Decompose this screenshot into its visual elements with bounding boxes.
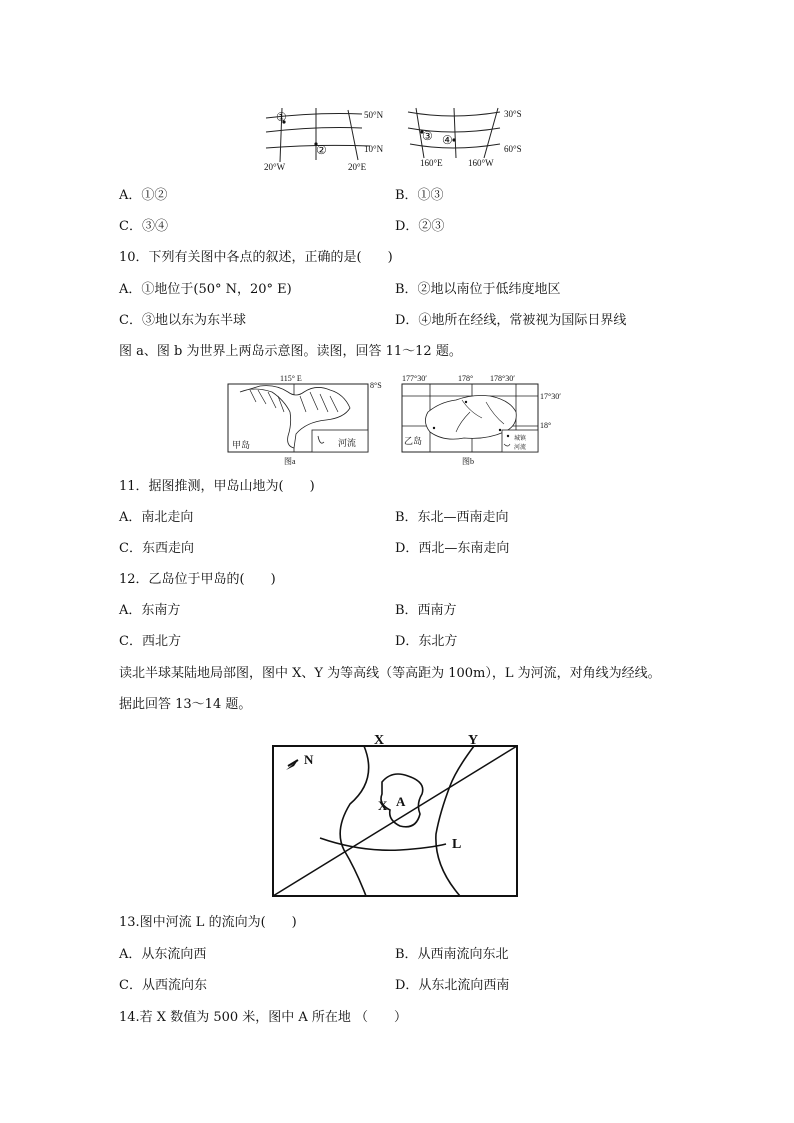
q10-option-b: B．②地以南位于低纬度地区 <box>395 282 561 297</box>
q13-option-a: A．从东流向西 <box>119 947 207 962</box>
circle-4-label: ④ <box>442 133 453 147</box>
q9-option-a: A．①② <box>119 188 168 203</box>
island-jia-label: 甲岛 <box>232 440 251 450</box>
intro-13-14-line1: 读北半球某陆地局部图，图中 X、Y 为等高线（等高距为 100m），L 为河流，对角线为经线。 <box>119 666 661 681</box>
q10-stem: 10．下列有关图中各点的叙述，正确的是( ) <box>119 250 393 265</box>
lat-18-label: 18° <box>540 421 552 430</box>
q10-option-c: C．③地以东为东半球 <box>119 313 246 328</box>
lon-177-30-label: 177°30′ <box>402 374 427 383</box>
river-l-label: L <box>452 837 462 852</box>
q13-option-b: B．从西南流向东北 <box>395 947 509 962</box>
intro-11-12: 图 a、图 b 为世界上两岛示意图。读图，回答 11～12 题。 <box>119 344 462 359</box>
circle-3-label: ③ <box>422 129 433 143</box>
q9-option-d: D．②③ <box>395 219 445 234</box>
circle-2-label: ② <box>316 143 327 157</box>
q13-stem: 13.图中河流 L 的流向为( ) <box>119 915 297 930</box>
q13-option-c: C．从西流向东 <box>119 978 207 993</box>
lon-160w-label: 160°W <box>468 158 494 168</box>
lon-178-label: 178° <box>458 374 474 383</box>
circle-1-label: ① <box>276 110 287 124</box>
lon-115e-label: 115° E <box>280 374 302 383</box>
q10-option-d: D．④地所在经线，常被视为国际日界线 <box>395 313 627 328</box>
intro-13-14-line2: 据此回答 13～14 题。 <box>119 697 252 712</box>
point-a-label: A <box>396 794 406 809</box>
legend-town-label: 城镇 <box>514 436 527 442</box>
q12-option-b: B．西南方 <box>395 603 457 618</box>
island-figure-b <box>400 372 570 468</box>
legend-river-label: 河流 <box>338 438 357 448</box>
q14-stem: 14.若 X 数值为 500 米，图中 A 所在地 （ ） <box>119 1010 408 1025</box>
north-arrow-label: N <box>304 752 314 767</box>
q9-option-b: B．①③ <box>395 188 444 203</box>
q11-option-b: B．东北—西南走向 <box>395 510 509 525</box>
contour-x-inner-label: X <box>378 798 388 813</box>
contour-map-figure <box>270 730 522 900</box>
q10-option-a: A．①地位于(50° N，20° E) <box>119 282 292 297</box>
legend-river-b-label: 河流 <box>514 445 527 451</box>
q11-option-a: A．南北走向 <box>119 510 194 525</box>
island-figure-a <box>226 372 396 468</box>
island-yi-label: 乙岛 <box>404 436 423 446</box>
contour-x-top-label: X <box>374 733 385 748</box>
lat-long-grid-figure-right <box>402 104 532 174</box>
lat-60s-label: 60°S <box>504 144 522 154</box>
lon-160e-label: 160°E <box>420 158 443 168</box>
fig-b-caption: 图b <box>462 457 474 466</box>
q12-option-a: A．东南方 <box>119 603 181 618</box>
lat-17-30-label: 17°30′ <box>540 392 561 401</box>
fig-a-caption: 图a <box>284 457 296 466</box>
q12-option-c: C．西北方 <box>119 634 181 649</box>
q13-option-d: D．从东北流向西南 <box>395 978 510 993</box>
lat-long-grid-figure-left <box>262 104 392 174</box>
lat-10n-label: 10°N <box>364 144 384 154</box>
q9-option-c: C．③④ <box>119 219 168 234</box>
q11-option-c: C．东西走向 <box>119 541 194 556</box>
q12-option-d: D．东北方 <box>395 634 458 649</box>
lon-20w-label: 20°W <box>264 162 286 172</box>
q11-option-d: D．西北—东南走向 <box>395 541 510 556</box>
lon-20e-label: 20°E <box>348 162 367 172</box>
lat-50n-label: 50°N <box>364 110 384 120</box>
lon-178-30-label: 178°30′ <box>490 374 515 383</box>
lat-30s-label: 30°S <box>504 109 522 119</box>
lat-8s-label: 8°S <box>370 381 382 390</box>
q12-stem: 12．乙岛位于甲岛的( ) <box>119 572 276 587</box>
contour-y-top-label: Y <box>468 733 479 748</box>
q11-stem: 11．据图推测，甲岛山地为( ) <box>119 479 315 494</box>
